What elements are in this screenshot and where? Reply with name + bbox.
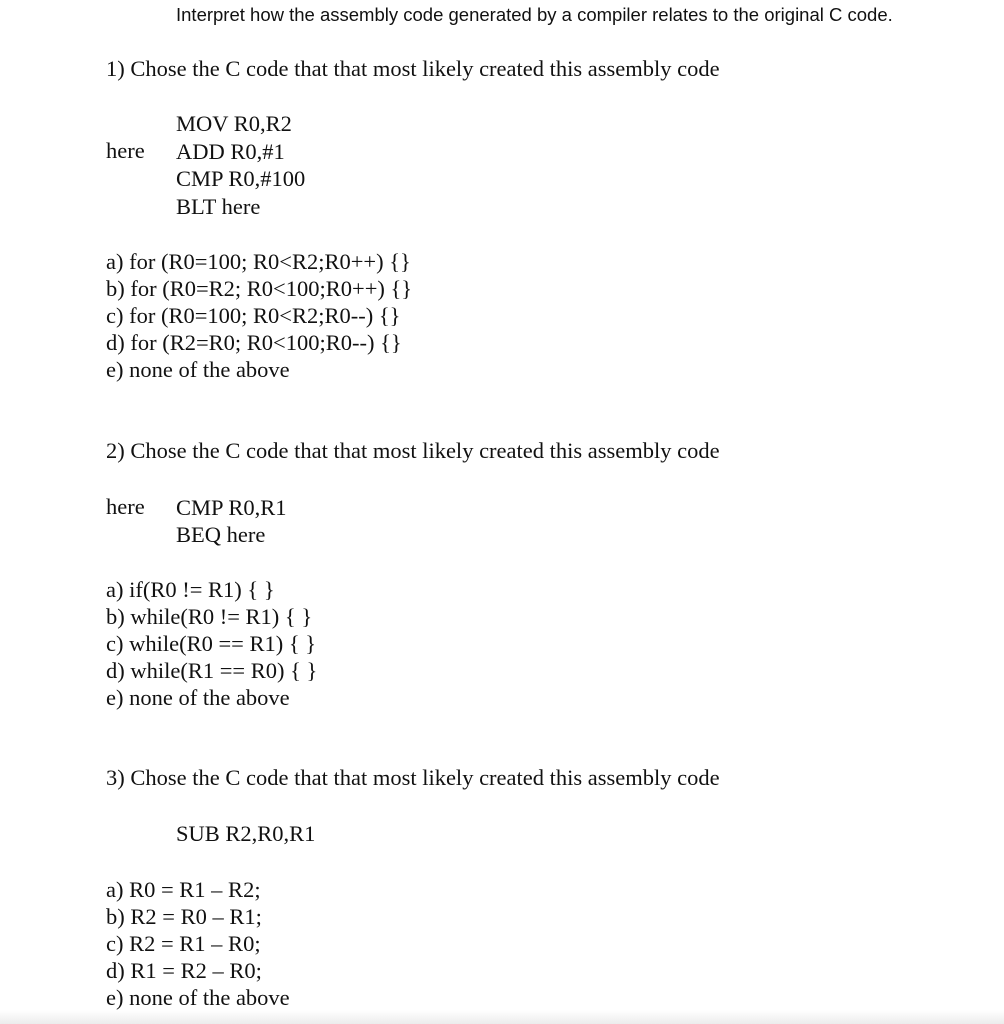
code-label: here bbox=[106, 138, 145, 163]
question-prompt: 1) Chose the C code that that most likely created this assembly code bbox=[106, 56, 720, 81]
answer-option: e) none of the above bbox=[106, 985, 290, 1010]
answer-option: d) R1 = R2 – R0; bbox=[106, 958, 262, 983]
code-line: ADD R0,#1 bbox=[176, 139, 285, 164]
answer-option: e) none of the above bbox=[106, 685, 290, 710]
answer-option: b) while(R0 != R1) { } bbox=[106, 604, 313, 629]
code-label: here bbox=[106, 494, 145, 519]
code-line: BEQ here bbox=[176, 522, 266, 547]
answer-option: c) for (R0=100; R0<R2;R0--) {} bbox=[106, 303, 401, 328]
code-line: MOV R0,R2 bbox=[176, 111, 292, 136]
answer-option: d) for (R2=R0; R0<100;R0--) {} bbox=[106, 330, 402, 355]
answer-option: b) R2 = R0 – R1; bbox=[106, 904, 262, 929]
answer-option: a) if(R0 != R1) { } bbox=[106, 577, 275, 602]
code-line: CMP R0,#100 bbox=[176, 166, 306, 191]
page-header: Interpret how the assembly code generated by a compiler relates to the original C code. bbox=[176, 4, 893, 25]
answer-option: a) R0 = R1 – R2; bbox=[106, 877, 261, 902]
code-line: SUB R2,R0,R1 bbox=[176, 821, 316, 846]
code-line: BLT here bbox=[176, 194, 261, 219]
answer-option: c) while(R0 == R1) { } bbox=[106, 631, 317, 656]
question-prompt: 3) Chose the C code that that most likely created this assembly code bbox=[106, 765, 720, 790]
answer-option: a) for (R0=100; R0<R2;R0++) {} bbox=[106, 249, 411, 274]
answer-option: d) while(R1 == R0) { } bbox=[106, 658, 318, 683]
code-line: CMP R0,R1 bbox=[176, 495, 287, 520]
answer-option: b) for (R0=R2; R0<100;R0++) {} bbox=[106, 276, 413, 301]
answer-option: c) R2 = R1 – R0; bbox=[106, 931, 261, 956]
question-prompt: 2) Chose the C code that that most likely created this assembly code bbox=[106, 438, 720, 463]
answer-option: e) none of the above bbox=[106, 357, 290, 382]
page-bottom-shadow bbox=[0, 1010, 1004, 1024]
